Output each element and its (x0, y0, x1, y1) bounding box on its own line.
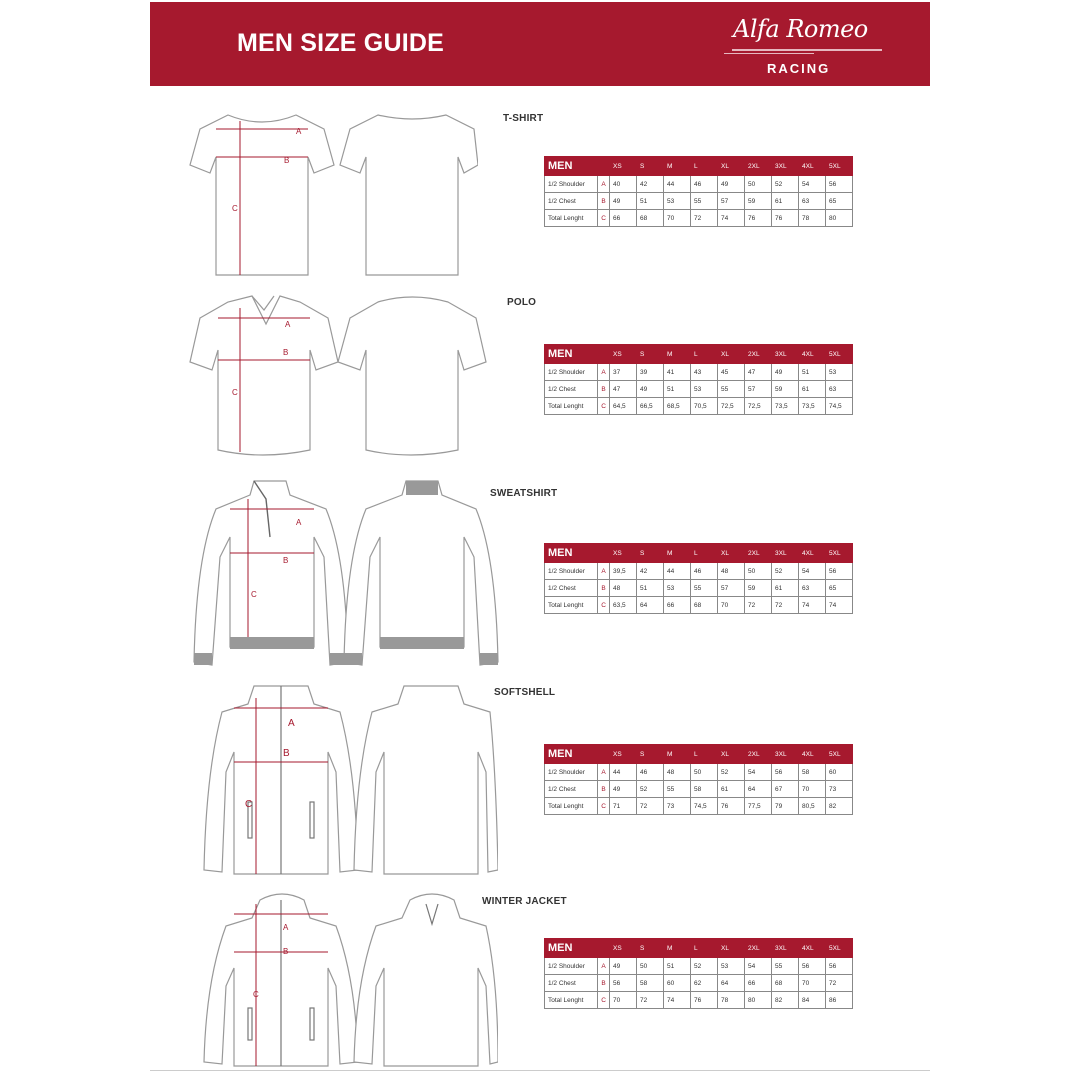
value-cell: 73 (664, 798, 691, 815)
header-cell-size: M (664, 157, 691, 176)
value-cell: 37 (610, 364, 637, 381)
table-row (545, 580, 853, 597)
value-cell: 46 (691, 176, 718, 193)
row-letter: A (598, 764, 610, 781)
header-cell-size: S (637, 745, 664, 764)
sweatshirt-illustration (190, 477, 510, 672)
header-cell-size: S (637, 544, 664, 563)
value-cell: 64 (637, 597, 664, 614)
table-row (545, 597, 853, 614)
value-cell: 64 (745, 781, 772, 798)
value-cell: 58 (637, 975, 664, 992)
value-cell: 44 (664, 176, 691, 193)
value-cell: 59 (772, 381, 799, 398)
header-cell-size: 5XL (826, 745, 853, 764)
tshirt-dim-b-label: B (284, 156, 290, 165)
section-title-polo: POLO (507, 297, 537, 308)
value-cell: 56 (826, 176, 853, 193)
header-cell-size: 3XL (772, 544, 799, 563)
header-banner (150, 2, 930, 86)
value-cell: 78 (799, 210, 826, 227)
header-cell-size: 5XL (826, 939, 853, 958)
header-cell-size: XS (610, 939, 637, 958)
table-header-row (545, 157, 853, 176)
value-cell: 44 (664, 563, 691, 580)
header-cell-size: 3XL (772, 939, 799, 958)
tshirt-dim-a-label: A (296, 127, 302, 136)
size-guide-page (150, 2, 930, 1077)
table-row (545, 992, 853, 1009)
value-cell: 55 (691, 193, 718, 210)
header-cell-size: L (691, 745, 718, 764)
value-cell: 56 (772, 764, 799, 781)
header-cell-size: L (691, 939, 718, 958)
row-label: 1/2 Shoulder (545, 563, 598, 580)
polo-dim-b-label: B (283, 348, 289, 357)
value-cell: 82 (826, 798, 853, 815)
size-table-sweatshirt (544, 543, 853, 614)
value-cell: 56 (826, 958, 853, 975)
value-cell: 57 (718, 193, 745, 210)
header-cell-size: S (637, 157, 664, 176)
value-cell: 48 (718, 563, 745, 580)
value-cell: 74 (799, 597, 826, 614)
row-label: 1/2 Chest (545, 975, 598, 992)
value-cell: 53 (826, 364, 853, 381)
value-cell: 41 (664, 364, 691, 381)
row-label: Total Lenght (545, 398, 598, 415)
winter-jacket-illustration (198, 890, 498, 1068)
value-cell: 55 (664, 781, 691, 798)
value-cell: 48 (664, 764, 691, 781)
row-label: 1/2 Shoulder (545, 958, 598, 975)
value-cell: 61 (718, 781, 745, 798)
header-cell-size: XL (718, 544, 745, 563)
value-cell: 57 (745, 381, 772, 398)
value-cell: 39 (637, 364, 664, 381)
value-cell: 70 (799, 781, 826, 798)
value-cell: 51 (637, 193, 664, 210)
row-letter: B (598, 193, 610, 210)
value-cell: 72 (637, 992, 664, 1009)
value-cell: 74 (826, 597, 853, 614)
sweatshirt-dim-b-label: B (283, 556, 289, 565)
row-letter: A (598, 958, 610, 975)
value-cell: 57 (718, 580, 745, 597)
value-cell: 77,5 (745, 798, 772, 815)
value-cell: 63,5 (610, 597, 637, 614)
value-cell: 76 (745, 210, 772, 227)
value-cell: 59 (745, 580, 772, 597)
value-cell: 42 (637, 176, 664, 193)
value-cell: 70 (718, 597, 745, 614)
value-cell: 43 (691, 364, 718, 381)
header-cell-size: XS (610, 157, 637, 176)
polo-dim-c-label: C (232, 388, 238, 397)
row-label: 1/2 Shoulder (545, 176, 598, 193)
row-letter: C (598, 992, 610, 1009)
header-cell-size: XL (718, 745, 745, 764)
table-row (545, 764, 853, 781)
value-cell: 84 (799, 992, 826, 1009)
brand-logo-stripe-short (724, 53, 814, 54)
value-cell: 86 (826, 992, 853, 1009)
value-cell: 74 (718, 210, 745, 227)
value-cell: 55 (772, 958, 799, 975)
value-cell: 51 (799, 364, 826, 381)
row-letter: C (598, 798, 610, 815)
header-cell-size: 4XL (799, 157, 826, 176)
value-cell: 62 (691, 975, 718, 992)
header-cell-size: 4XL (799, 544, 826, 563)
row-letter: A (598, 176, 610, 193)
value-cell: 76 (691, 992, 718, 1009)
brand-logo-script: Alfa Romeo (733, 15, 868, 43)
value-cell: 51 (664, 381, 691, 398)
value-cell: 70 (610, 992, 637, 1009)
value-cell: 66,5 (637, 398, 664, 415)
value-cell: 73 (826, 781, 853, 798)
header-cell-men: MEN (545, 939, 610, 958)
value-cell: 80 (745, 992, 772, 1009)
value-cell: 63 (799, 580, 826, 597)
value-cell: 65 (826, 193, 853, 210)
header-cell-size: 4XL (799, 745, 826, 764)
brand-logo-stripe (732, 49, 882, 51)
row-label: Total Lenght (545, 798, 598, 815)
size-table-polo (544, 344, 853, 415)
header-cell-size: XL (718, 345, 745, 364)
value-cell: 61 (799, 381, 826, 398)
table-row (545, 176, 853, 193)
value-cell: 49 (610, 193, 637, 210)
header-cell-size: S (637, 939, 664, 958)
row-label: 1/2 Chest (545, 781, 598, 798)
value-cell: 60 (826, 764, 853, 781)
row-letter: C (598, 597, 610, 614)
row-label: 1/2 Shoulder (545, 364, 598, 381)
row-label: 1/2 Chest (545, 381, 598, 398)
value-cell: 50 (745, 563, 772, 580)
header-cell-size: XS (610, 345, 637, 364)
value-cell: 59 (745, 193, 772, 210)
value-cell: 73,5 (772, 398, 799, 415)
value-cell: 61 (772, 193, 799, 210)
value-cell: 49 (718, 176, 745, 193)
footer-divider (150, 1070, 930, 1071)
header-cell-size: XS (610, 745, 637, 764)
header-cell-size: L (691, 157, 718, 176)
value-cell: 70 (664, 210, 691, 227)
header-cell-size: XL (718, 939, 745, 958)
softshell-dim-b-label: B (283, 748, 290, 759)
value-cell: 74,5 (826, 398, 853, 415)
table-row (545, 193, 853, 210)
value-cell: 78 (718, 992, 745, 1009)
value-cell: 76 (772, 210, 799, 227)
header-cell-men: MEN (545, 745, 610, 764)
value-cell: 54 (745, 958, 772, 975)
table-row (545, 975, 853, 992)
value-cell: 72,5 (745, 398, 772, 415)
header-cell-men: MEN (545, 157, 610, 176)
section-title-tshirt: T-SHIRT (503, 113, 544, 124)
value-cell: 49 (772, 364, 799, 381)
table-header-row (545, 745, 853, 764)
value-cell: 80,5 (799, 798, 826, 815)
value-cell: 54 (799, 563, 826, 580)
value-cell: 53 (664, 193, 691, 210)
value-cell: 72,5 (718, 398, 745, 415)
value-cell: 53 (664, 580, 691, 597)
row-label: Total Lenght (545, 210, 598, 227)
tshirt-dim-c-label: C (232, 204, 238, 213)
table-row (545, 798, 853, 815)
row-letter: C (598, 210, 610, 227)
table-row (545, 398, 853, 415)
value-cell: 64,5 (610, 398, 637, 415)
row-letter: B (598, 781, 610, 798)
value-cell: 51 (664, 958, 691, 975)
value-cell: 50 (745, 176, 772, 193)
size-table-softshell (544, 744, 853, 815)
value-cell: 66 (610, 210, 637, 227)
size-table-tshirt (544, 156, 853, 227)
value-cell: 68 (772, 975, 799, 992)
value-cell: 46 (637, 764, 664, 781)
value-cell: 45 (718, 364, 745, 381)
value-cell: 52 (718, 764, 745, 781)
header-cell-size: 2XL (745, 544, 772, 563)
table-row (545, 210, 853, 227)
section-title-sweatshirt: SWEATSHIRT (490, 488, 558, 499)
value-cell: 66 (664, 597, 691, 614)
row-label: Total Lenght (545, 597, 598, 614)
table-row (545, 958, 853, 975)
row-letter: B (598, 580, 610, 597)
section-title-winter-jacket: WINTER JACKET (482, 896, 567, 907)
value-cell: 50 (637, 958, 664, 975)
header-cell-size: 3XL (772, 745, 799, 764)
header-cell-size: 5XL (826, 157, 853, 176)
header-cell-size: 2XL (745, 939, 772, 958)
value-cell: 55 (691, 580, 718, 597)
header-cell-size: 2XL (745, 745, 772, 764)
value-cell: 63 (799, 193, 826, 210)
value-cell: 67 (772, 781, 799, 798)
value-cell: 39,5 (610, 563, 637, 580)
value-cell: 63 (826, 381, 853, 398)
value-cell: 46 (691, 563, 718, 580)
header-cell-size: XL (718, 157, 745, 176)
value-cell: 66 (745, 975, 772, 992)
header-cell-size: 4XL (799, 939, 826, 958)
value-cell: 55 (718, 381, 745, 398)
header-cell-size: M (664, 939, 691, 958)
value-cell: 58 (691, 781, 718, 798)
tshirt-illustration (188, 107, 478, 282)
value-cell: 68 (637, 210, 664, 227)
value-cell: 60 (664, 975, 691, 992)
sweatshirt-dim-a-label: A (296, 518, 302, 527)
value-cell: 64 (718, 975, 745, 992)
softshell-illustration (198, 682, 498, 877)
value-cell: 52 (691, 958, 718, 975)
size-table-winter-jacket (544, 938, 853, 1009)
table-header-row (545, 939, 853, 958)
value-cell: 47 (610, 381, 637, 398)
header-cell-size: 5XL (826, 544, 853, 563)
header-cell-size: L (691, 544, 718, 563)
brand-logo-racing: RACING (767, 61, 831, 76)
value-cell: 44 (610, 764, 637, 781)
header-cell-size: S (637, 345, 664, 364)
value-cell: 52 (637, 781, 664, 798)
header-cell-size: M (664, 544, 691, 563)
table-header-row (545, 544, 853, 563)
value-cell: 52 (772, 176, 799, 193)
winter-jacket-dim-b-label: B (283, 947, 289, 956)
row-letter: A (598, 364, 610, 381)
value-cell: 49 (610, 781, 637, 798)
value-cell: 52 (772, 563, 799, 580)
value-cell: 72 (772, 597, 799, 614)
sweatshirt-dim-c-label: C (251, 590, 257, 599)
value-cell: 72 (637, 798, 664, 815)
header-cell-size: XS (610, 544, 637, 563)
row-letter: B (598, 381, 610, 398)
value-cell: 53 (718, 958, 745, 975)
header-cell-size: 3XL (772, 157, 799, 176)
header-cell-men: MEN (545, 345, 610, 364)
row-letter: A (598, 563, 610, 580)
value-cell: 40 (610, 176, 637, 193)
value-cell: 65 (826, 580, 853, 597)
value-cell: 50 (691, 764, 718, 781)
row-letter: C (598, 398, 610, 415)
value-cell: 47 (745, 364, 772, 381)
value-cell: 54 (745, 764, 772, 781)
row-label: 1/2 Chest (545, 580, 598, 597)
section-title-softshell: SOFTSHELL (494, 687, 556, 698)
value-cell: 72 (691, 210, 718, 227)
polo-dim-a-label: A (285, 320, 291, 329)
header-cell-size: 2XL (745, 345, 772, 364)
value-cell: 74,5 (691, 798, 718, 815)
header-cell-size: M (664, 745, 691, 764)
value-cell: 61 (772, 580, 799, 597)
header-cell-size: L (691, 345, 718, 364)
value-cell: 70,5 (691, 398, 718, 415)
row-label: Total Lenght (545, 992, 598, 1009)
header-cell-size: 5XL (826, 345, 853, 364)
table-row (545, 364, 853, 381)
table-header-row (545, 345, 853, 364)
row-label: 1/2 Chest (545, 193, 598, 210)
value-cell: 58 (799, 764, 826, 781)
value-cell: 73,5 (799, 398, 826, 415)
table-row (545, 781, 853, 798)
value-cell: 56 (826, 563, 853, 580)
value-cell: 72 (826, 975, 853, 992)
value-cell: 76 (718, 798, 745, 815)
header-cell-size: 2XL (745, 157, 772, 176)
value-cell: 79 (772, 798, 799, 815)
row-letter: B (598, 975, 610, 992)
value-cell: 56 (799, 958, 826, 975)
value-cell: 49 (610, 958, 637, 975)
polo-illustration (188, 290, 508, 465)
value-cell: 68,5 (664, 398, 691, 415)
value-cell: 70 (799, 975, 826, 992)
value-cell: 71 (610, 798, 637, 815)
softshell-dim-a-label: A (288, 718, 295, 729)
winter-jacket-dim-c-label: C (253, 990, 259, 999)
page-title: MEN SIZE GUIDE (237, 29, 444, 57)
value-cell: 42 (637, 563, 664, 580)
value-cell: 48 (610, 580, 637, 597)
value-cell: 80 (826, 210, 853, 227)
header-cell-size: 4XL (799, 345, 826, 364)
value-cell: 68 (691, 597, 718, 614)
winter-jacket-dim-a-label: A (283, 923, 289, 932)
value-cell: 54 (799, 176, 826, 193)
header-cell-size: M (664, 345, 691, 364)
table-row (545, 381, 853, 398)
row-label: 1/2 Shoulder (545, 764, 598, 781)
softshell-dim-c-label: C (245, 799, 253, 810)
value-cell: 49 (637, 381, 664, 398)
value-cell: 72 (745, 597, 772, 614)
value-cell: 74 (664, 992, 691, 1009)
header-cell-men: MEN (545, 544, 610, 563)
value-cell: 53 (691, 381, 718, 398)
value-cell: 82 (772, 992, 799, 1009)
header-cell-size: 3XL (772, 345, 799, 364)
value-cell: 51 (637, 580, 664, 597)
table-row (545, 563, 853, 580)
value-cell: 56 (610, 975, 637, 992)
